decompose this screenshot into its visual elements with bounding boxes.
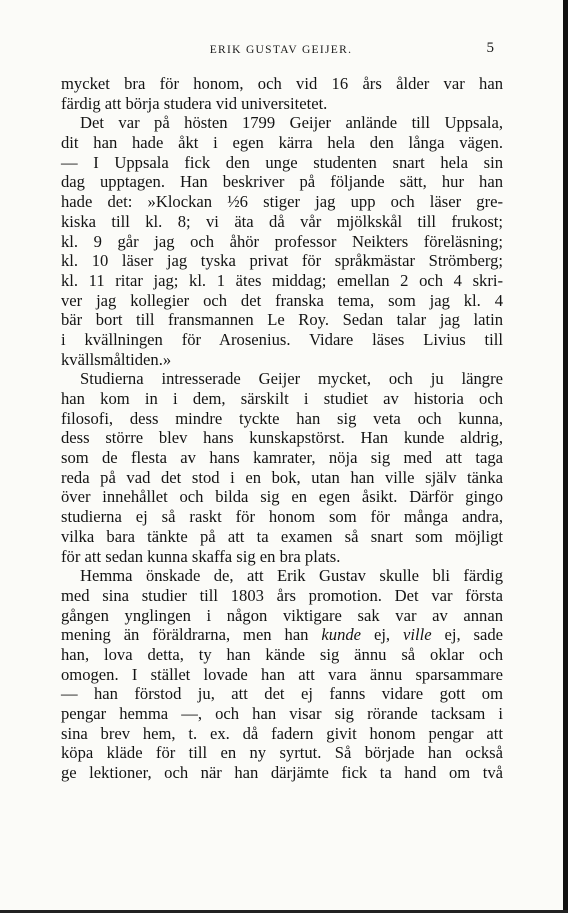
text-line: ver jag kollegier och det franska tema, som jag kl. 4 xyxy=(61,290,503,310)
text-line: som de flesta av hans kamrater, nöja sig med att taga xyxy=(61,448,503,468)
page-edge-shadow xyxy=(563,0,568,913)
text-line: reda på vad det stod i en bok, utan han ville själv tänka xyxy=(61,467,503,487)
text-line: dag upptagen. Han beskriver på följande sätt, hur han xyxy=(61,172,503,192)
text-line: vilka bara tänkte på att ta examen så snart som möjligt xyxy=(61,526,503,546)
running-title: ERIK GUSTAV GEIJER. xyxy=(209,44,353,56)
text-line: i kvällningen för Arosenius. Vidare läses Livius till xyxy=(61,329,503,349)
text-line: studierna ej så raskt för honom som för många andra, xyxy=(61,507,503,527)
text-line: färdig att börja studera vid universitetet. xyxy=(61,93,328,113)
text-line: dess större blev hans kunskapstörst. Han kunde aldrig, xyxy=(61,428,503,448)
text-line: kl. 9 går jag och åhör professor Neikters föreläsning; xyxy=(61,231,503,251)
text-line: han kom in i dem, särskilt i studiet av historia och xyxy=(61,389,503,408)
text-line: sina brev hem, t. ex. då fadern givit honom pengar att xyxy=(61,723,503,743)
text-line: med sina studier till 1803 års promotion. Det var första xyxy=(61,585,503,605)
text-line: över innehållet och bilda sig en egen åsikt. Därför gingo xyxy=(61,487,503,507)
text-line: han, lova detta, ty han kände sig ännu så oklar och xyxy=(61,644,503,664)
text-line: filosofi, dess mindre tyckte han sig veta och kunna, xyxy=(61,408,503,428)
page-header xyxy=(62,40,500,60)
text-line: ge lektioner, och när han därjämte fick ta hand om två xyxy=(61,763,503,783)
text-line: omogen. I stället lovade han att vara ännu sparsammare xyxy=(61,664,503,684)
text-line: kl. 10 läser jag tyska privat för språkmästar Strömberg; xyxy=(61,251,503,271)
text-line: mycket bra för honom, och vid 16 års ålder var han xyxy=(61,74,503,93)
text-line: pengar hemma —, och han visar sig rörande tacksam i xyxy=(61,704,503,723)
text-line: bär bort till fransmannen Le Roy. Sedan talar jag latin xyxy=(61,310,503,330)
text-line: hade det: »Klockan ½6 stiger jag upp och läser gre- xyxy=(61,192,503,212)
body-text xyxy=(61,74,503,783)
text-line: dit han hade åkt i egen kärra hela den långa vägen. xyxy=(61,133,503,153)
text-line: Hemma önskade de, att Erik Gustav skulle bli färdig xyxy=(80,566,503,586)
text-line: — I Uppsala fick den unge studenten snart hela sin xyxy=(61,152,503,172)
text-line: kvällsmåltiden.» xyxy=(61,349,172,369)
text-line: för att sedan kunna skaffa sig en bra plats. xyxy=(61,546,341,566)
text-line: köpa kläde för till en ny syrtut. Så började han också xyxy=(61,743,503,763)
text-line: kl. 11 ritar jag; kl. 1 ätes middag; emellan 2 och 4 skri- xyxy=(61,270,503,290)
text-line: Det var på hösten 1799 Geijer anlände till Uppsala, xyxy=(80,113,503,133)
text-line: gången ynglingen i någon viktigare sak var av annan xyxy=(61,605,503,625)
text-line: kiska till kl. 8; vi äta då vår mjölkskål till frukost; xyxy=(61,211,503,231)
text-line: mening än föräldrarna, men han kunde ej, ville ej, sade xyxy=(61,625,504,645)
text-line: — han förstod ju, att det ej fanns vidare gott om xyxy=(61,684,503,704)
page-number: 5 xyxy=(486,40,494,56)
text-line: Studierna intresserade Geijer mycket, och ju längre xyxy=(80,369,503,389)
